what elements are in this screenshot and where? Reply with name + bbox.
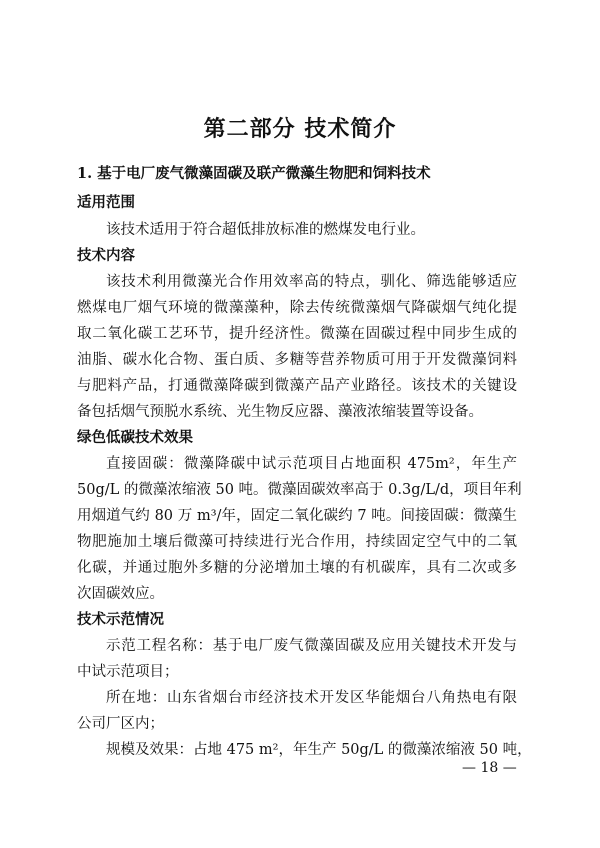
page-title: 第二部分 技术简介 [203, 116, 397, 142]
demo-line: 所在地：山东省烟台市经济技术开发区华能烟台八角热电有限 [106, 690, 517, 706]
content-line: 燃煤电厂烟气环境的微藻藻种，除去传统微藻烟气降碳烟气纯化提 [77, 300, 517, 316]
content-line: 备包括烟气预脱水系统、光生物反应器、藻液浓缩装置等设备。 [77, 404, 483, 420]
technology-title: 1. 基于电厂废气微藻固碳及联产微藻生物肥和饲料技术 [77, 165, 431, 182]
content-line: 油脂、碳水化合物、蛋白质、多糖等营养物质可用于开发微藻饲料 [77, 352, 517, 368]
effect-line: 化碳，并通过胞外多糖的分泌增加土壤的有机碳库，具有二次或多 [77, 560, 517, 576]
demo-line: 规模及效果：占地 475 m²，年生产 50g/L 的微藻浓缩液 50 吨， [106, 742, 532, 758]
demo-line: 示范工程名称：基于电厂废气微藻固碳及应用关键技术开发与 [106, 638, 517, 654]
effect-line: 次固碳效应。 [77, 586, 164, 602]
effect-line: 用烟道气约 80 万 m³/年，固定二氧化碳约 7 吨。间接固碳：微藻生 [77, 508, 517, 524]
demo-line: 公司厂区内； [77, 716, 164, 732]
page-number: — 18 — [462, 760, 517, 776]
demo-line: 中试示范项目； [77, 664, 179, 680]
effect-line: 50g/L 的微藻浓缩液 50 吨。微藻固碳效率高于 0.3g/L/d，项目年利 [77, 482, 522, 498]
content-line: 该技术利用微藻光合作用效率高的特点，驯化、筛选能够适应 [106, 274, 517, 290]
content-heading: 技术内容 [77, 247, 135, 264]
effect-line: 直接固碳：微藻降碳中试示范项目占地面积 475m²，年生产 [106, 456, 517, 472]
demo-heading: 技术示范情况 [77, 611, 164, 628]
effect-heading: 绿色低碳技术效果 [77, 429, 193, 446]
scope-heading: 适用范围 [77, 194, 135, 211]
content-line: 取二氧化碳工艺环节，提升经济性。微藻在固碳过程中同步生成的 [77, 326, 517, 342]
effect-line: 物肥施加土壤后微藻可持续进行光合作用，持续固定空气中的二氧 [77, 534, 517, 550]
content-line: 与肥料产品，打通微藻降碳到微藻产品产业路径。该技术的关键设 [77, 378, 517, 394]
scope-text: 该技术适用于符合超低排放标准的燃煤发电行业。 [106, 222, 425, 238]
